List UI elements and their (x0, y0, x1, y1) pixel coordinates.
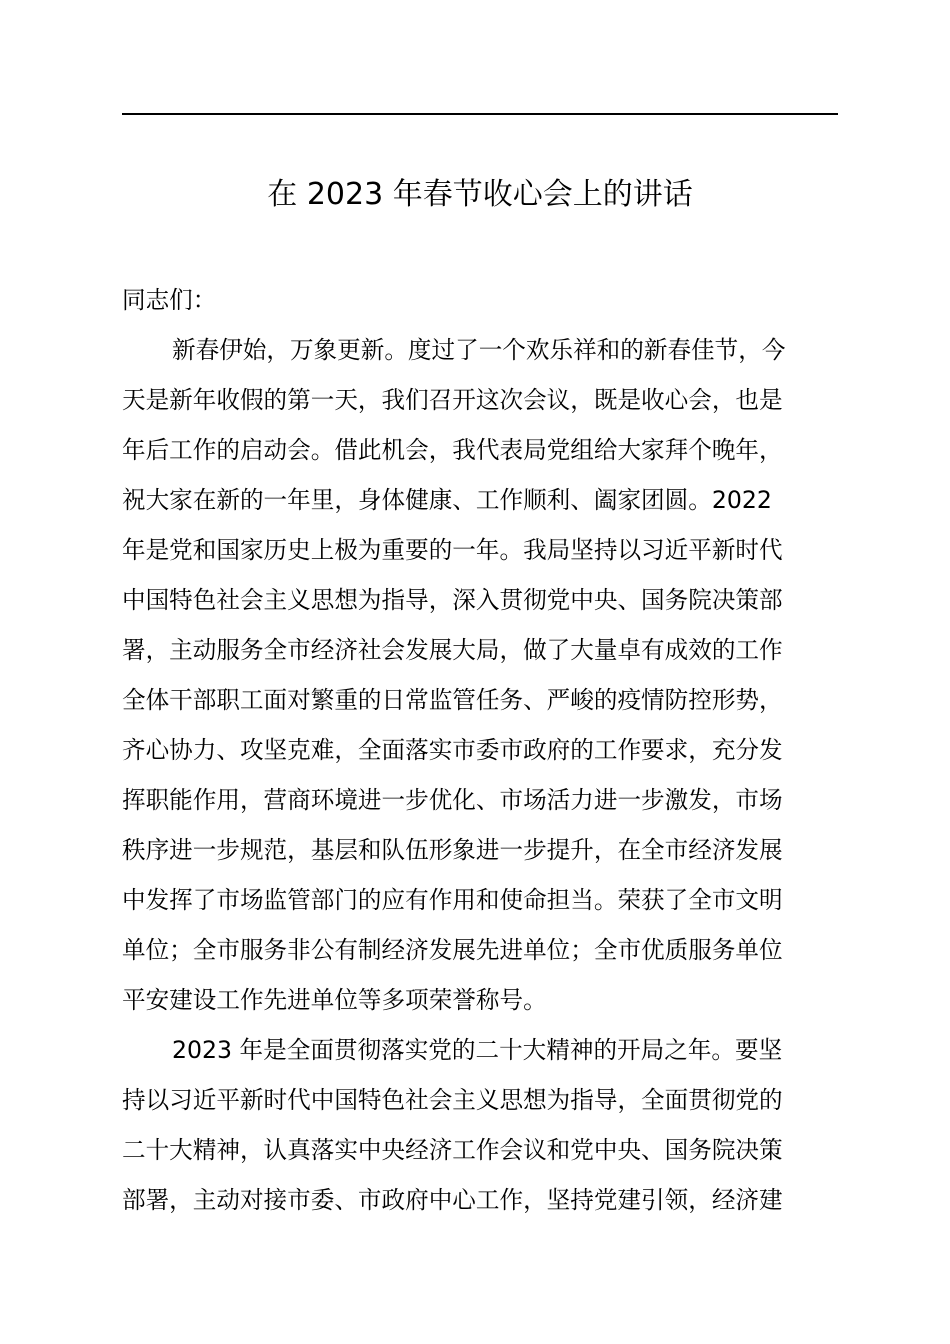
text-line: 齐心协力、攻坚克难，全面落实市委市政府的工作要求，充分发 (122, 736, 783, 764)
text-line: 平安建设工作先进单位等多项荣誉称号。 (122, 986, 547, 1014)
text-line: 署，主动服务全市经济社会发展大局，做了大量卓有成效的工作 (122, 636, 783, 664)
text-line: 秩序进一步规范，基层和队伍形象进一步提升，在全市经济发展 (122, 836, 783, 864)
salutation: 同志们： (122, 286, 217, 314)
text-line: 祝大家在新的一年里，身体健康、工作顺利、阖家团圆。2022 (122, 486, 772, 514)
text-line: 新春伊始，万象更新。度过了一个欢乐祥和的新春佳节，今 (172, 336, 786, 364)
text-line: 中发挥了市场监管部门的应有作用和使命担当。荣获了全市文明 (122, 886, 783, 914)
paragraph-1 (122, 325, 838, 1025)
text-line: 中国特色社会主义思想为指导，深入贯彻党中央、国务院决策部 (122, 586, 783, 614)
text-line: 2023 年是全面贯彻落实党的二十大精神的开局之年。要坚 (172, 1036, 783, 1064)
document-title: 在 2023 年春节收心会上的讲话 (267, 177, 693, 212)
document-body (122, 275, 838, 1225)
header-rule (122, 113, 838, 115)
text-line: 单位；全市服务非公有制经济发展先进单位；全市优质服务单位 (122, 936, 783, 964)
text-line: 部署，主动对接市委、市政府中心工作，坚持党建引领，经济建 (122, 1186, 783, 1214)
paragraph-2 (122, 1025, 838, 1225)
text-line: 年后工作的启动会。借此机会，我代表局党组给大家拜个晚年， (122, 436, 783, 464)
text-line: 年是党和国家历史上极为重要的一年。我局坚持以习近平新时代 (122, 536, 783, 564)
text-line: 二十大精神，认真落实中央经济工作会议和党中央、国务院决策 (122, 1136, 783, 1164)
text-line: 天是新年收假的第一天，我们召开这次会议，既是收心会，也是 (122, 386, 783, 414)
text-line: 挥职能作用，营商环境进一步优化、市场活力进一步激发，市场 (122, 786, 783, 814)
text-line: 持以习近平新时代中国特色社会主义思想为指导，全面贯彻党的 (122, 1086, 783, 1114)
text-line: 全体干部职工面对繁重的日常监管任务、严峻的疫情防控形势， (122, 686, 783, 714)
